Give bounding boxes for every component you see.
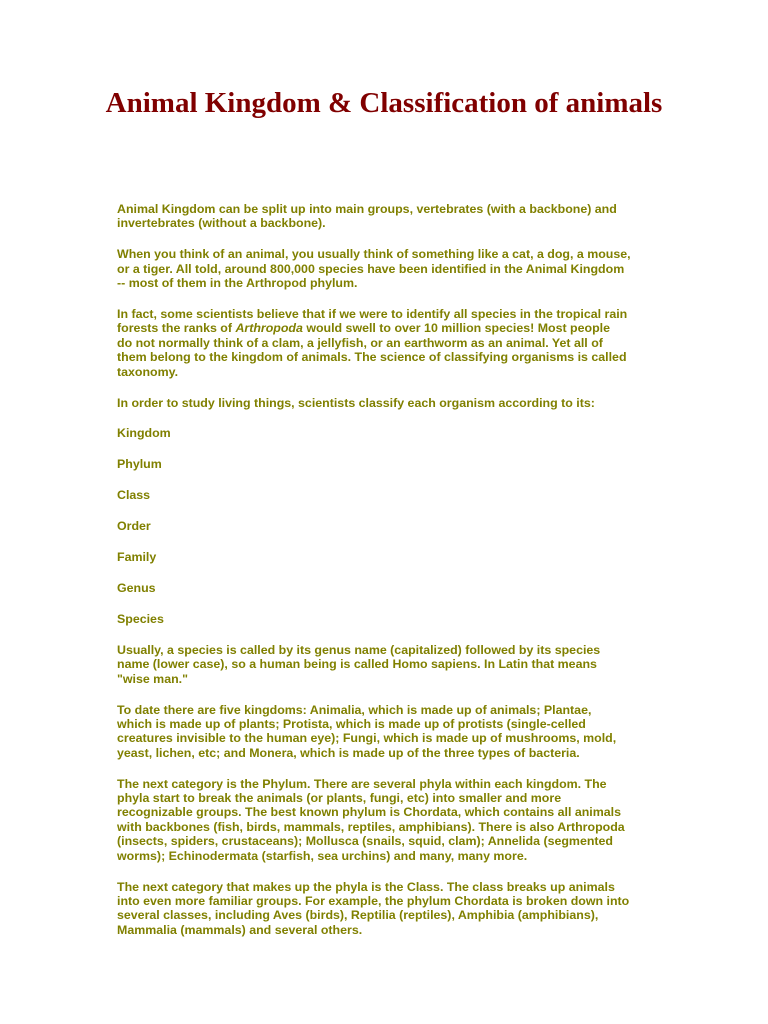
- animal-think-paragraph: When you think of an animal, you usually think of something like a cat, a dog, a mouse, or a tiger. All told, around 800,000 species have been identified in the Animal Kingdom -- most of them in the Arthropod phylum.: [117, 247, 631, 291]
- arthropoda-italic-term: Arthropoda: [235, 321, 303, 336]
- rank-phylum: Phylum: [117, 457, 162, 472]
- phylum-paragraph: The next category is the Phylum. There are several phyla within each kingdom. The phyla start to break the animals (or plants, fungi, etc) into smaller and more recognizable groups. The best known phylum is Chordata, which contains all animals with backbones (fish, birds, mammals, reptiles, amphibians). There is also Arthropoda (insects, spiders, crustaceans); Mollusca (snails, squid, clam); Annelida (segmented worms); Echinodermata (starfish, sea urchins) and many, many more.: [117, 776, 625, 863]
- document-body: [117, 202, 665, 954]
- arthropoda-paragraph: [117, 307, 665, 379]
- species-naming-paragraph: Usually, a species is called by its genus name (capitalized) followed by its species name (lower case), so a human being is called Homo sapiens. In Latin that means "wise man.": [117, 642, 601, 686]
- rank-order: Order: [117, 519, 151, 534]
- five-kingdoms-paragraph: To date there are five kingdoms: Animalia, which is made up of animals; Plantae, which is made up of plants; Protista, which is made up of protists (single-celled creatures invisible to the human eye); Fungi, which is made up of mushrooms, mold, yeast, lichen, etc; and Monera, which is made up of the three types of bacteria.: [117, 702, 617, 760]
- rank-genus: Genus: [117, 581, 156, 595]
- rank-class: Class: [117, 488, 151, 503]
- rank-family: Family: [117, 550, 157, 565]
- intro-paragraph: Animal Kingdom can be split up into main groups, vertebrates (with a backbone) and invertebrates (without a backbone).: [117, 202, 617, 231]
- rank-kingdom: Kingdom: [117, 426, 171, 441]
- rank-species: Species: [117, 611, 164, 626]
- class-paragraph: The next category that makes up the phyla is the Class. The class breaks up animals into even more familiar groups. For example, the phylum Chordata is broken down into several classes, including Aves (birds), Reptilia (reptiles), Amphibia (amphibians), Mammalia (mammals) and several others.: [117, 879, 630, 937]
- arthropoda-paragraph-end: would swell to over 10 million species! Most people do not normally think of a clam, a jellyfish, or an earthworm as an animal. Yet all of them belong to the kingdom of animals. The science of classifying organisms is called taxonomy.: [117, 321, 627, 379]
- arthropoda-paragraph-start: In fact, some scientists believe that if we were to identify all species in the tropical rain forests the ranks of: [117, 307, 628, 336]
- page-title: Animal Kingdom & Classification of animals: [105, 87, 663, 119]
- classify-intro-paragraph: In order to study living things, scientists classify each organism according to its:: [117, 395, 595, 410]
